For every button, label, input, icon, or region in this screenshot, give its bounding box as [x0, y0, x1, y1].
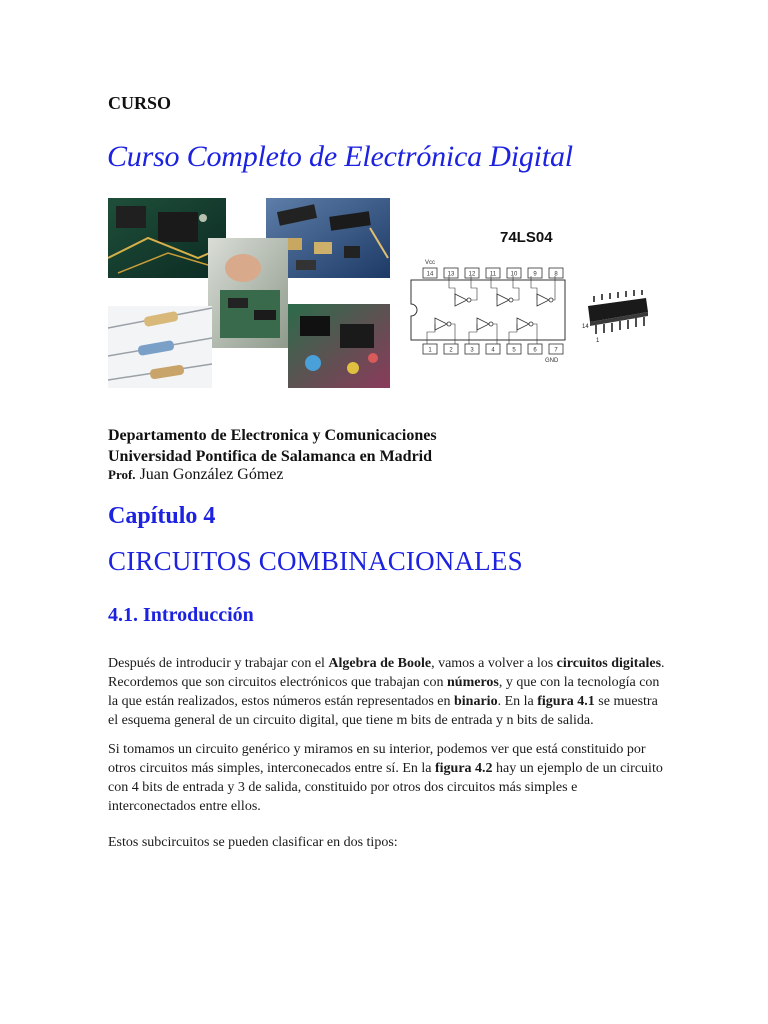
intro-paragraph-1: Después de introducir y trabajar con el Algebra de Boole, vamos a volver a los circuitos digitales. Recordemos que son circuitos electrónicos que trabajan con números, y que con la tecnología con la que están realizados, estos números están representados en binario. En la figura 4.1 se muestra el esquema general de un circuito digital, que tiene m bits de entrada y n bits de salida.: [108, 656, 665, 728]
page-title: Curso Completo de Electrónica Digital: [107, 140, 573, 173]
department-name: Departamento de Electronica y Comunicaciones: [108, 427, 437, 444]
prof-name: Juan González Gómez: [139, 466, 284, 483]
university-name: Universidad Pontifica de Salamanca en Madrid: [108, 448, 433, 465]
pin-number: 1: [428, 347, 432, 354]
pin-number: 10: [510, 271, 518, 278]
chip-pinout-diagram: [405, 228, 575, 373]
figure-4-1-ref: figura 4.1: [537, 694, 595, 709]
pin-number: 4: [491, 347, 495, 354]
chapter-title: CIRCUITOS COMBINACIONALES: [108, 546, 523, 576]
pin-number: 12: [468, 271, 476, 278]
chip-part-number: 74LS04: [500, 229, 553, 246]
figure-4-2-ref: figura 4.2: [434, 761, 493, 776]
pin-number: 8: [554, 271, 558, 278]
term-numeros: números: [447, 675, 499, 690]
pin-number: 2: [449, 347, 453, 354]
chapter-number: Capítulo 4: [108, 503, 216, 529]
term-algebra-boole: Algebra de Boole: [328, 656, 432, 671]
pin-number: 13: [447, 271, 455, 278]
intro-paragraph-2: Si tomamos un circuito genérico y miramos en su interior, podemos ver que está constituido por otros circuitos más simples, interconecados entre sí. En la figura 4.2 hay un ejemplo de un circuito con 4 bits de entrada y 3 de salida, constituido por otros dos circuitos más simples e interconectados entre ellos.: [108, 742, 663, 814]
pin-number: 7: [554, 347, 558, 354]
gnd-label: GND: [545, 358, 559, 364]
affiliation-block: [108, 425, 437, 467]
professor-line: [108, 466, 284, 484]
pin-number: 3: [470, 347, 474, 354]
dip-pin-14-label: 14: [582, 324, 589, 330]
term-binario: binario: [454, 694, 498, 709]
course-label: CURSO: [108, 93, 172, 113]
pin-number: 5: [512, 347, 516, 354]
dip-chip-icon: [582, 290, 654, 344]
pin-number: 6: [533, 347, 537, 354]
vcc-label: Vcc: [425, 260, 436, 266]
intro-paragraph-3: Estos subcircuitos se pueden clasificar en dos tipos:: [108, 835, 398, 850]
section-heading: 4.1. Introducción: [108, 604, 254, 626]
dip-pin-1-label: 1: [596, 338, 600, 344]
pin-number: 9: [533, 271, 537, 278]
electronics-photo-collage: [108, 198, 390, 388]
pin-number: 11: [489, 271, 497, 278]
term-circuitos-digitales: circuitos digitales: [556, 656, 662, 671]
prof-label: Prof.: [108, 467, 136, 482]
pin-number: 14: [426, 271, 434, 278]
